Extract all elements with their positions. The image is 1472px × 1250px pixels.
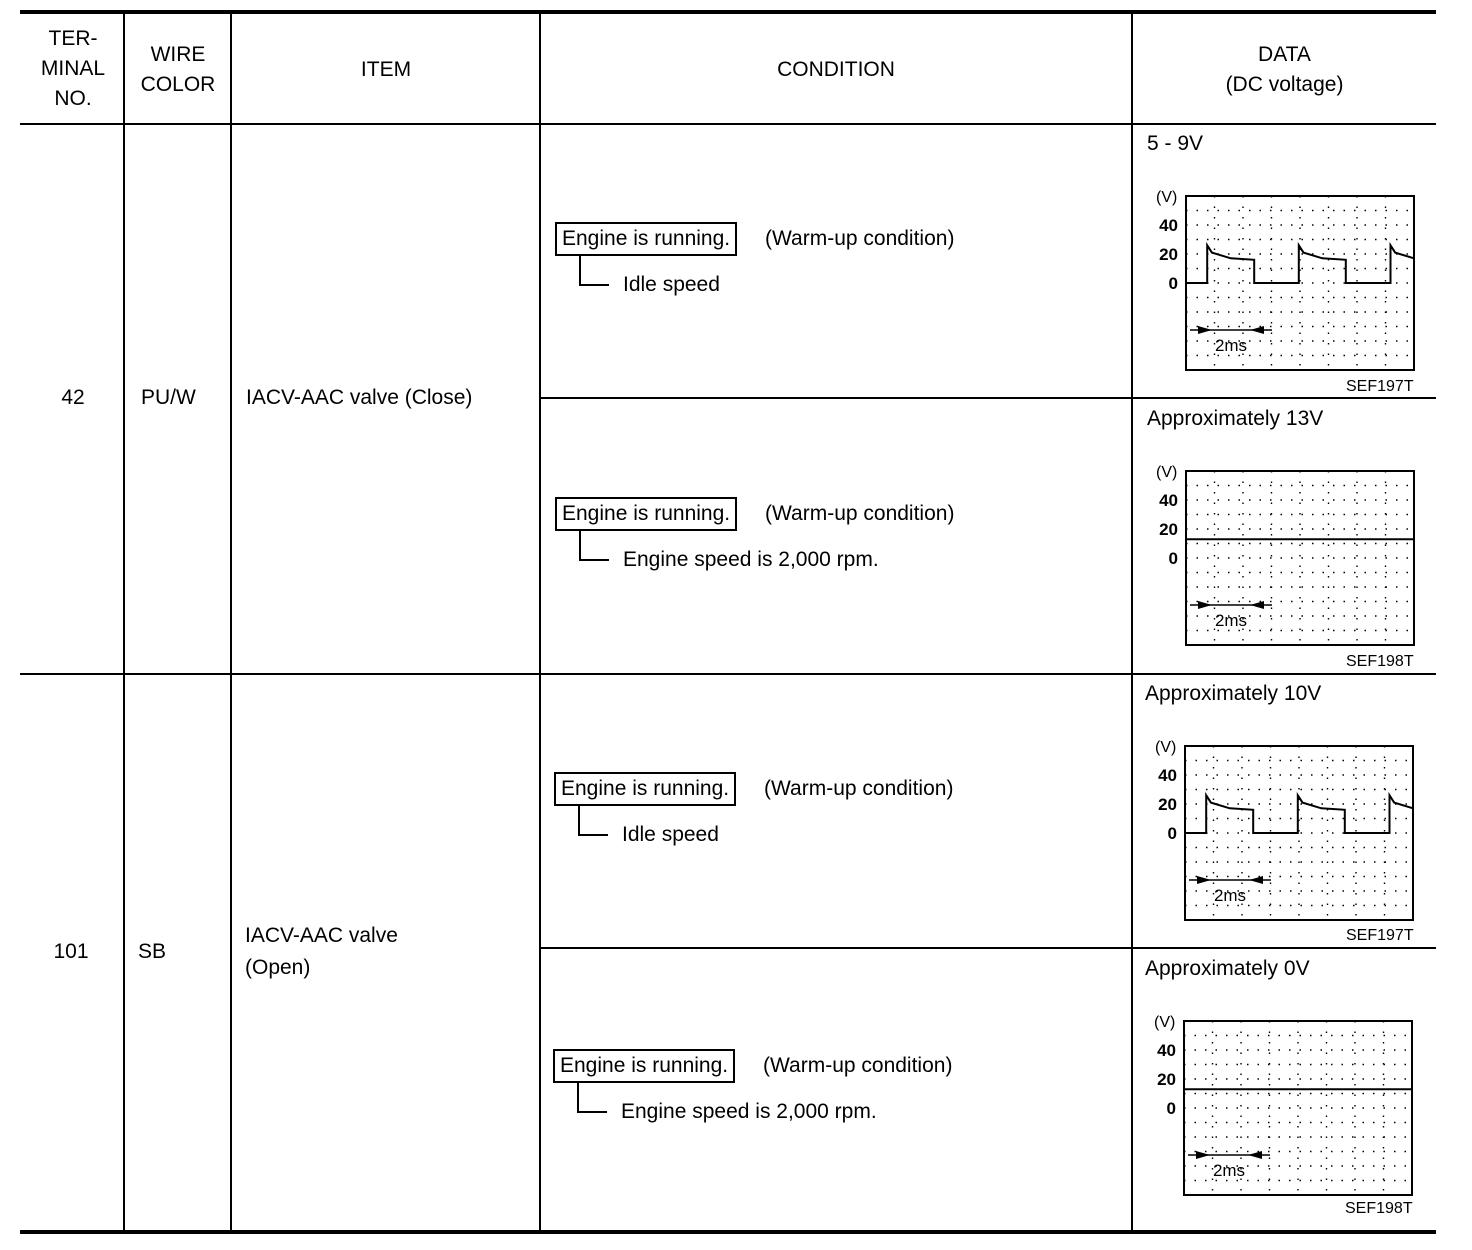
y-tick-label: 0 bbox=[1168, 549, 1178, 568]
item-name bbox=[245, 920, 398, 984]
data-value: Approximately 10V bbox=[1145, 682, 1322, 705]
time-marker-label: 2ms bbox=[1214, 611, 1248, 630]
header-wire-color bbox=[126, 40, 230, 100]
condition-bracket bbox=[578, 804, 608, 836]
condition-sub: Idle speed bbox=[623, 273, 720, 296]
header-wire-line2: COLOR bbox=[140, 73, 216, 96]
time-marker-label: 2ms bbox=[1212, 1161, 1246, 1180]
oscilloscope-chart bbox=[1134, 453, 1434, 667]
time-marker-arrow-right bbox=[1198, 326, 1212, 334]
time-marker-label: 2ms bbox=[1214, 336, 1248, 355]
header-terminal-line1: TER- bbox=[48, 27, 98, 50]
condition-bracket bbox=[579, 529, 609, 561]
oscilloscope-chart bbox=[1132, 1003, 1432, 1217]
time-marker-arrow-right bbox=[1198, 601, 1212, 609]
y-tick-label: 20 bbox=[1157, 1070, 1176, 1089]
waveform-line bbox=[1185, 795, 1413, 833]
condition-sub: Engine speed is 2,000 rpm. bbox=[623, 548, 879, 571]
condition-boxed-label: Engine is running. bbox=[555, 497, 737, 531]
wire-color: PU/W bbox=[141, 386, 196, 409]
condition-boxed-label: Engine is running. bbox=[555, 222, 737, 256]
header-data-line1: DATA bbox=[1258, 43, 1311, 66]
y-tick-label: 20 bbox=[1158, 795, 1177, 814]
y-tick-label: 0 bbox=[1168, 274, 1178, 293]
condition-bracket bbox=[577, 1081, 607, 1113]
axis-unit-label: (V) bbox=[1154, 1014, 1176, 1031]
time-marker-arrow-right bbox=[1197, 876, 1211, 884]
item-name-line2: (Open) bbox=[245, 956, 311, 979]
header-terminal-no bbox=[24, 24, 122, 114]
condition-extra: (Warm-up condition) bbox=[765, 227, 955, 250]
condition-block bbox=[555, 222, 1115, 332]
axis-unit-label: (V) bbox=[1156, 189, 1178, 206]
header-data bbox=[1133, 40, 1436, 100]
figure-code: SEF197T bbox=[1346, 927, 1414, 944]
header-item: ITEM bbox=[360, 58, 412, 81]
time-marker-arrow-left bbox=[1249, 876, 1263, 884]
condition-sub: Engine speed is 2,000 rpm. bbox=[621, 1100, 877, 1123]
time-marker-label: 2ms bbox=[1213, 886, 1247, 905]
condition-boxed-label: Engine is running. bbox=[554, 772, 736, 806]
figure-code: SEF198T bbox=[1346, 653, 1414, 670]
wire-color: SB bbox=[138, 940, 167, 963]
axis-unit-label: (V) bbox=[1156, 464, 1178, 481]
y-tick-label: 40 bbox=[1159, 216, 1178, 235]
y-tick-label: 40 bbox=[1158, 766, 1177, 785]
condition-block bbox=[554, 772, 1114, 882]
waveform-line bbox=[1186, 245, 1414, 283]
y-tick-label: 40 bbox=[1159, 491, 1178, 510]
oscilloscope-chart bbox=[1134, 178, 1434, 392]
condition-boxed-label: Engine is running. bbox=[553, 1049, 735, 1083]
figure-code: SEF198T bbox=[1345, 1200, 1413, 1217]
condition-block bbox=[553, 1049, 1113, 1159]
y-tick-label: 0 bbox=[1167, 824, 1177, 843]
terminal-no: 42 bbox=[61, 386, 85, 409]
data-value: 5 - 9V bbox=[1147, 132, 1204, 155]
header-data-line2: (DC voltage) bbox=[1225, 73, 1344, 96]
condition-extra: (Warm-up condition) bbox=[763, 1054, 953, 1077]
y-tick-label: 20 bbox=[1159, 245, 1178, 264]
figure-code: SEF197T bbox=[1346, 378, 1414, 395]
header-terminal-line3: NO. bbox=[54, 87, 92, 110]
condition-block bbox=[555, 497, 1115, 607]
header-condition: CONDITION bbox=[777, 58, 895, 81]
condition-bracket bbox=[579, 254, 609, 286]
condition-extra: (Warm-up condition) bbox=[765, 502, 955, 525]
oscilloscope-chart bbox=[1133, 728, 1433, 942]
time-marker-arrow-right bbox=[1196, 1151, 1210, 1159]
time-marker-arrow-left bbox=[1248, 1151, 1262, 1159]
terminal-no: 101 bbox=[53, 940, 89, 963]
condition-extra: (Warm-up condition) bbox=[764, 777, 954, 800]
data-value: Approximately 13V bbox=[1147, 407, 1324, 430]
condition-sub: Idle speed bbox=[622, 823, 719, 846]
y-tick-label: 40 bbox=[1157, 1041, 1176, 1060]
time-marker-arrow-left bbox=[1250, 326, 1264, 334]
time-marker-arrow-left bbox=[1250, 601, 1264, 609]
axis-unit-label: (V) bbox=[1155, 739, 1177, 756]
item-name-line1: IACV-AAC valve bbox=[245, 924, 398, 947]
header-wire-line1: WIRE bbox=[150, 43, 206, 66]
data-value: Approximately 0V bbox=[1145, 957, 1310, 980]
item-name: IACV-AAC valve (Close) bbox=[246, 386, 473, 409]
y-tick-label: 20 bbox=[1159, 520, 1178, 539]
header-terminal-line2: MINAL bbox=[40, 57, 106, 80]
y-tick-label: 0 bbox=[1166, 1099, 1176, 1118]
